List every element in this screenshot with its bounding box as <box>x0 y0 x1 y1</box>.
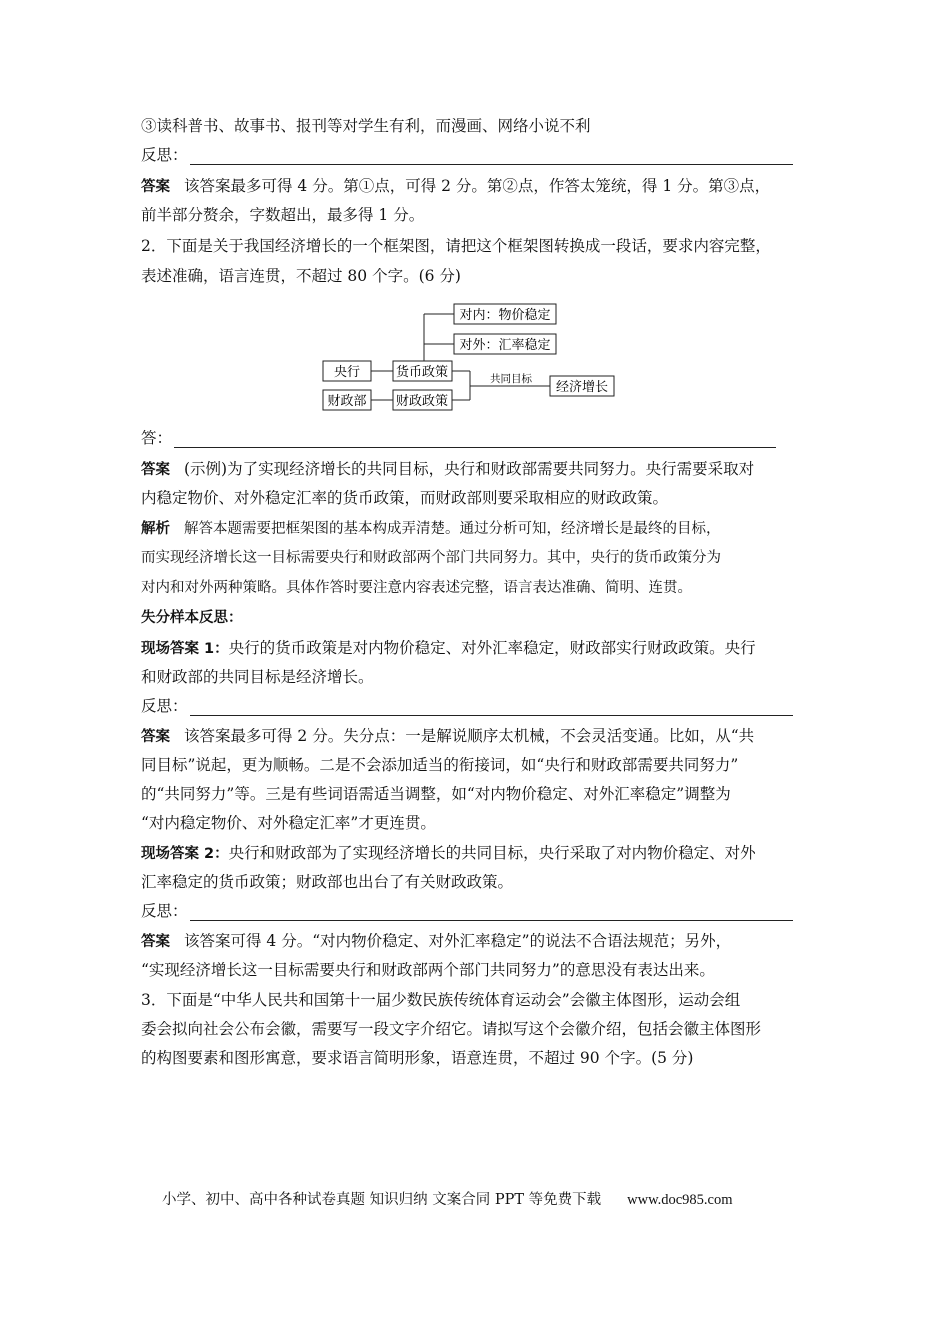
sample-text: 央行的货币政策是对内物价稳定、对外汇率稳定，财政部实行财政政策。央行 <box>228 639 756 657</box>
sample-text: 央行和财政部为了实现经济增长的共同目标，央行采取了对内物价稳定、对外 <box>228 844 756 862</box>
node-fiscal-policy <box>393 390 452 410</box>
text-line: 内稳定物价、对外稳定汇率的货币政策，而财政部则要采取相应的财政政策。 <box>141 489 669 507</box>
answer-line <box>141 428 776 448</box>
text-line <box>141 519 721 539</box>
text-line <box>141 176 770 197</box>
svg-text:对内：物价稳定: 对内：物价稳定 <box>459 308 551 323</box>
svg-text:财政政策: 财政政策 <box>395 394 449 409</box>
section-heading: 失分样本反思： <box>141 610 243 626</box>
svg-text:财政部: 财政部 <box>327 394 367 409</box>
framework-diagram <box>318 300 618 416</box>
answer-blank <box>190 703 793 716</box>
analysis-label: 解析 <box>141 521 170 537</box>
text-line: 汇率稳定的货币政策；财政部也出台了有关财政政策。 <box>141 873 514 891</box>
answer-blank <box>190 908 793 921</box>
answer-blank <box>190 152 793 165</box>
text-line <box>141 459 754 480</box>
text-line: 前半部分赘余，字数超出，最多得 1 分。 <box>141 206 425 224</box>
answer-blank <box>174 435 776 448</box>
page-footer <box>162 1190 733 1210</box>
text-line: 表述准确，语言连贯，不超过 80 个字。(6 分) <box>141 267 461 285</box>
text-line: “对内稳定物价、对外稳定汇率”才更连贯。 <box>141 814 436 832</box>
text-line <box>141 843 756 864</box>
text-line <box>141 638 756 659</box>
answer-label: 答案 <box>141 729 170 745</box>
text-line: 的构图要素和图形寓意，要求语言简明形象，语意连贯，不超过 90 个字。(5 分) <box>141 1049 694 1067</box>
footer-text: 小学、初中、高中各种试卷真题 知识归纳 文案合同 PPT 等免费下载 <box>162 1192 602 1208</box>
answer-label: 答案 <box>141 462 170 478</box>
answer-text: 该答案可得 4 分。“对内物价稳定、对外汇率稳定”的说法不合语法规范；另外， <box>184 932 732 950</box>
text-line: 而实现经济增长这一目标需要央行和财政部两个部门共同努力。其中，央行的货币政策分为 <box>141 550 721 566</box>
node-finance-ministry <box>323 390 371 410</box>
sample-label: 现场答案 1： <box>141 641 229 657</box>
answer-text: (示例)为了实现经济增长的共同目标，央行和财政部需要共同努力。央行需要采取对 <box>184 460 755 478</box>
question-2: 2．下面是关于我国经济增长的一个框架图，请把这个框架图转换成一段话，要求内容完整， <box>141 237 771 255</box>
analysis-text: 解答本题需要把框架图的基本构成弄清楚。通过分析可知，经济增长是最终的目标， <box>184 521 721 537</box>
reflection-label: 反思： <box>141 146 188 164</box>
node-inner <box>454 304 556 324</box>
node-economic-growth <box>550 376 614 396</box>
svg-text:央行: 央行 <box>333 365 361 380</box>
footer-url[interactable]: www.doc985.com <box>627 1192 733 1208</box>
reflection-label: 反思： <box>141 902 188 920</box>
text-line: 和财政部的共同目标是经济增长。 <box>141 668 374 686</box>
svg-text:经济增长: 经济增长 <box>555 380 609 395</box>
text-line: “实现经济增长这一目标需要央行和财政部两个部门共同努力”的意思没有表达出来。 <box>141 961 715 979</box>
reflection-line <box>141 145 793 165</box>
answer-label: 答案 <box>141 179 170 195</box>
svg-text:对外：汇率稳定: 对外：汇率稳定 <box>459 338 551 353</box>
question-3: 3．下面是“中华人民共和国第十一届少数民族传统体育运动会”会徽主体图形，运动会组 <box>141 991 741 1009</box>
answer-label: 答案 <box>141 934 170 950</box>
text-line <box>141 726 754 747</box>
text-line: 的“共同努力”等。三是有些词语需适当调整，如“对内物价稳定、对外汇率稳定”调整为 <box>141 785 731 803</box>
reflection-line <box>141 901 793 921</box>
answer-text: 该答案最多可得 4 分。第①点，可得 2 分。第②点，作答太笼统，得 1 分。第③点， <box>184 177 771 195</box>
answer-prompt: 答： <box>141 429 173 447</box>
node-outer <box>454 334 556 354</box>
reflection-line <box>141 696 793 716</box>
sample-label: 现场答案 2： <box>141 846 229 862</box>
common-goal-label: 共同目标 <box>490 373 532 385</box>
text-line: 同目标”说起，更为顺畅。二是不会添加适当的衔接词，如“央行和财政部需要共同努力” <box>141 756 739 774</box>
text-line <box>141 931 731 952</box>
node-central-bank <box>323 361 371 381</box>
node-monetary-policy <box>393 361 452 381</box>
svg-text:货币政策: 货币政策 <box>395 365 449 380</box>
text-line: ③读科普书、故事书、报刊等对学生有利，而漫画、网络小说不利 <box>141 117 591 135</box>
text-line: 对内和对外两种策略。具体作答时要注意内容表述完整，语言表达准确、简明、连贯。 <box>141 580 692 596</box>
reflection-label: 反思： <box>141 697 188 715</box>
text-line: 委会拟向社会公布会徽，需要写一段文字介绍它。请拟写这个会徽介绍，包括会徽主体图形 <box>141 1020 762 1038</box>
answer-text: 该答案最多可得 2 分。失分点：一是解说顺序太机械，不会灵活变通。比如，从“共 <box>184 727 755 745</box>
